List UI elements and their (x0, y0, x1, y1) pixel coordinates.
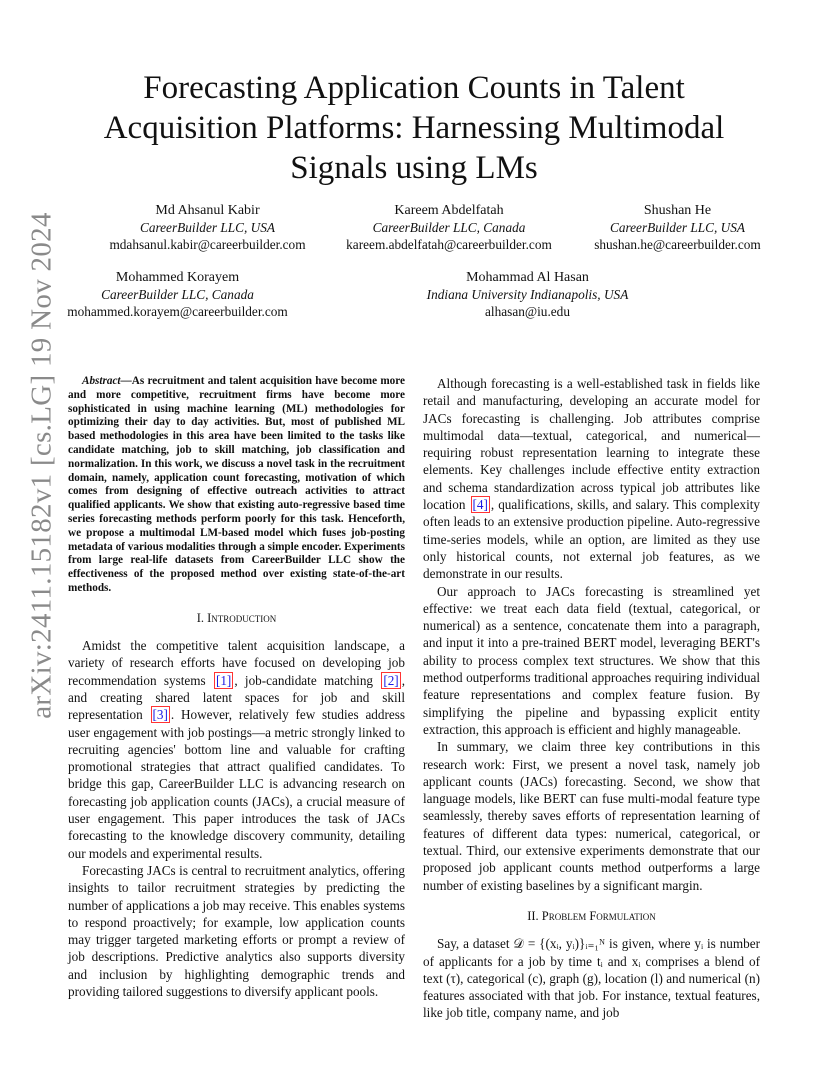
paragraph: Say, a dataset 𝒟 = {(xᵢ, yᵢ)}ᵢ₌₁ᴺ is given, where yᵢ is number of applicants for a job by time tᵢ and xᵢ comprises a blend of text (τ), categorical (c), graph (g), location (l) and numerical (n) features associated with that job. For instance, textual features, like job title, company name, and job (423, 936, 760, 1021)
author-name: Shushan He (643, 203, 712, 218)
author-name: Md Ahsanul Kabir (155, 203, 260, 218)
paragraph: Although forecasting is a well-established task in fields like retail and manufacturing, developing an accurate model for JACs forecasting is challenging. Job attributes comprise multimodal data—textual, categorical, and numerical—requiring robust representation learning to integrate these elements. Key challenges include effective entity extraction and schema standardization across typical job attributes like location [4] , qualifications, skills, and salary. This complexity often leads to an extensive production pipeline. Auto-regressive time-series models, while an option, are limited as they use only historical counts, not external job features, as we demonstrate in our results. (423, 376, 760, 582)
author-block (60, 269, 295, 320)
arxiv-identifier-text: arXiv:2411.15182v1 [cs.LG] 19 Nov 2024 (25, 211, 58, 719)
author-affiliation: CareerBuilder LLC, USA (609, 220, 746, 235)
abstract-text: —As recruitment and talent acquisition have become more and more competitive, recruitment firms have become more sophisticated in using machine learning (ML) methodologies for optimizing their day to day activities. But, most of published ML based methodologies in this area have been limited to the tasks like candidate matching, job to skill matching, job classification and normalization. In this work, we discuss a novel task in the recruitment domain, namely, application count forecasting, motivation of which comes from designing of effective outreach activities to attract qualified applicants. We show that existing auto-regressive based time series forecasting methods perform poorly for this task. Henceforth, we propose a multimodal LM-based model which fuses job-posting metadata of various modalities through a simple encoder. Experiments from large real-life datasets from CareerBuilder LLC show the effectiveness of the proposed method over existing state-of-the-art methods. (68, 375, 405, 594)
paragraph: Amidst the competitive talent acquisition landscape, a variety of research efforts have focused on developing job recommendation systems [1] , job-candidate matching [2] , and creating shared latent spaces for job and skill representation [3] . However, relatively few studies address user engagement with job postings—a metric strongly linked to recruiting agencies' bottom line and valuable for crafting promotional strategies that attract qualified candidates. To bridge this gap, CareerBuilder LLC is advancing research on forecasting job application counts (JACs), a crucial measure of user engagement. This paper introduces the task of JACs forecasting to the knowledge discovery community, detailing our models and experimental results. (68, 638, 405, 861)
section-heading-introduction: I. Introduction (196, 610, 277, 625)
author-email[interactable]: shushan.he@careerbuilder.com (594, 237, 761, 252)
citation-link[interactable]: [4] (472, 497, 488, 513)
author-email[interactable]: alhasan@iu.edu (485, 304, 570, 319)
citation-link[interactable]: [1] (215, 672, 232, 688)
left-column (68, 375, 405, 1000)
author-affiliation: Indiana University Indianapolis, USA (426, 287, 629, 302)
paper-title: Forecasting Application Counts in Talent Acquisition Platforms: Harnessing Multimodal Signals using LMs (103, 70, 725, 186)
author-email[interactable]: mohammed.korayem@careerbuilder.com (67, 304, 288, 319)
right-column (423, 375, 760, 1022)
author-email[interactable]: kareem.abdelfatah@careerbuilder.com (346, 237, 552, 252)
author-name: Mohammad Al Hasan (466, 270, 589, 285)
author-block (585, 202, 770, 253)
citation-link[interactable]: [3] (152, 707, 168, 723)
abstract-lead: Abstract (82, 375, 121, 387)
section-heading-problem-formulation: II. Problem Formulation (527, 908, 656, 923)
paragraph: Forecasting JACs is central to recruitment analytics, offering insights to tailor recruitment strategies by predicting the number of applications a job may receive. This enables systems to respond proactively; for example, low application counts may trigger targeted marketing efforts or prompt a review of job descriptions. Predictive analytics also supports diversity and inclusion by highlighting demographic trends and providing tailored suggestions to diversify applicant pools. (68, 862, 405, 999)
author-email[interactable]: mdahsanul.kabir@careerbuilder.com (109, 237, 306, 252)
author-affiliation: CareerBuilder LLC, Canada (101, 287, 254, 302)
author-name: Kareem Abdelfatah (394, 203, 504, 218)
citation-link[interactable]: [2] (383, 672, 399, 688)
abstract (68, 375, 405, 596)
author-block (410, 269, 645, 320)
author-name: Mohammed Korayem (115, 270, 240, 285)
paragraph: Our approach to JACs forecasting is streamlined yet effective: we treat each data field (textual, categorical, or numerical) as a sentence, concatenate them into a paragraph, and input it into a pre-trained BERT model, leveraging BERT's ability to process complex text structures. We show that this method outperforms traditional approaches requiring individual feature representations and complex feature fusion. By simplifying the pipeline and bypassing explicit entity extraction, this approach is efficient and highly manageable. (423, 583, 760, 737)
paragraph: In summary, we claim three key contributions in this research work: First, we present a novel task, namely job applicant counts (JACs) forecasting. Second, we show that language models, like BERT can fuse multi-modal feature type seamlessly, thereby saves efforts of representation learning of features of different data types: numerical, categorical, or textual. Third, our extensive experiments demonstrate that our proposed job applicant counts method outperforms a large number of existing baselines by a significant margin. (423, 739, 760, 893)
author-affiliation: CareerBuilder LLC, Canada (372, 220, 526, 235)
author-block (100, 202, 315, 253)
author-affiliation: CareerBuilder LLC, USA (139, 220, 276, 235)
author-block (338, 202, 560, 253)
arxiv-identifier (22, 211, 62, 719)
